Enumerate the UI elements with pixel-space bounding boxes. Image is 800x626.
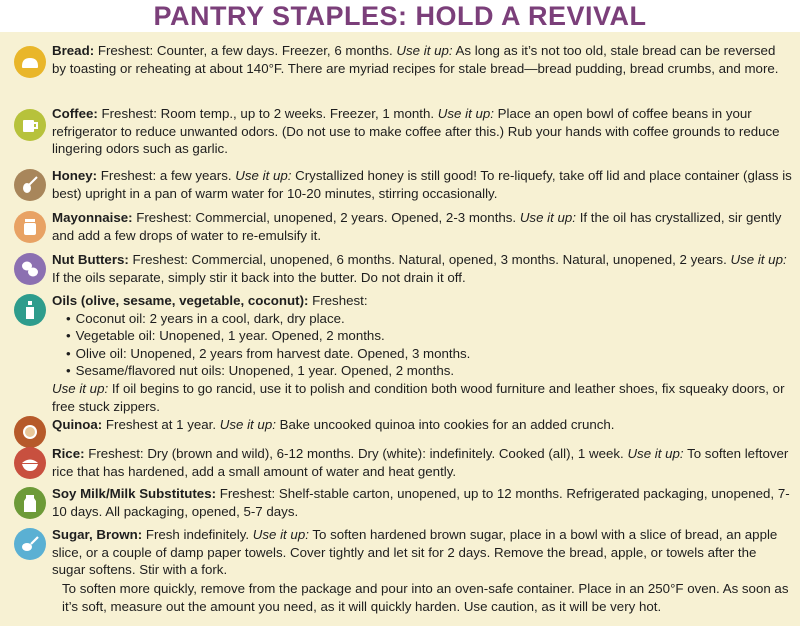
sugar-extra-text: To soften more quickly, remove from the package and pour into an oven-safe container. Place in an 250°F oven. As soon as it’s soft, measure out the amount you need, as it will quickly harden. Use caution, as it will be very hot. [62, 581, 789, 614]
use-it-up-text: To soften leftover rice that has hardened, add a small amount of water and heat gently. [52, 446, 789, 479]
entry-name: Soy Milk/Milk Substitutes: [52, 486, 217, 501]
entry-name: Oils (olive, sesame, vegetable, coconut): [52, 293, 309, 308]
use-it-up-text: Bake uncooked quinoa into cookies for an added crunch. [275, 417, 615, 432]
entry-name: Coffee: [52, 106, 98, 121]
use-it-up-text: If oil begins to go rancid, use it to polish and condition both wood furniture and leather shoes, fix squeaky doors, or free stuck zippers. [52, 380, 785, 414]
entry-name: Rice: [52, 446, 85, 461]
entry-name: Honey: [52, 168, 98, 183]
entry-name: Quinoa: [52, 417, 103, 432]
use-it-up-text: To soften hardened brown sugar, place in a bowl with a slice of bread, an apple slice, or a couple of damp paper towels. Cover tightly and let sit for 2 days. Remove the bread, apple, or towels after the sugar softens. Stir with a fork. [52, 527, 778, 578]
entry-text [52, 485, 792, 520]
title-bar [0, 0, 800, 32]
oil-item: • Sesame/flavored nut oils: Unopened, 1 year. Opened, 2 months. [66, 362, 792, 380]
sugar-spoon-icon [14, 528, 46, 560]
entry-desc: Freshest at 1 year. [102, 417, 220, 432]
coffee-cup-icon [14, 109, 46, 141]
rice-bowl-icon [14, 447, 46, 479]
entry-text [52, 526, 792, 579]
bread-icon [14, 46, 46, 78]
entry-desc: Fresh indefinitely. [142, 527, 253, 542]
entry-text [52, 445, 792, 480]
entry-text [52, 42, 792, 77]
entry-desc: Freshest: Counter, a few days. Freezer, 6 months. [94, 43, 397, 58]
page-title: PANTRY STAPLES: HOLD A REVIVAL [153, 0, 647, 31]
entry-name: Mayonnaise: [52, 210, 133, 225]
milk-carton-icon [14, 487, 46, 519]
use-it-up-label: Use it up: [252, 527, 309, 542]
entry-text [52, 167, 792, 202]
oil-item: • Olive oil: Unopened, 2 years from harvest date. Opened, 3 months. [66, 345, 792, 363]
oil-bottle-icon [14, 294, 46, 326]
entry-desc: Freshest: a few years. [97, 168, 236, 183]
use-it-up-label: Use it up: [219, 417, 276, 432]
entry-desc: Freshest: Dry (brown and wild), 6-12 months. Dry (white): indefinitely. Cooked (all), 1 week. [84, 446, 628, 461]
use-it-up-label: Use it up: [396, 43, 453, 58]
use-it-up-label: Use it up: [519, 210, 576, 225]
use-it-up-label: Use it up: [627, 446, 684, 461]
entry-text [52, 251, 792, 286]
entry-name: Nut Butters: [52, 252, 129, 267]
entry-desc: Freshest: Shelf-stable carton, unopened, up to 12 months. Refrigerated packaging, unopened, 7-10 days. All packaging, opened, 5-7 days. [52, 486, 790, 519]
oil-item: • Coconut oil: 2 years in a cool, dark, dry place. [66, 310, 792, 328]
entry-text [52, 292, 792, 415]
entry-desc: Freshest: Commercial, unopened, 2 years. Opened, 2-3 months. [132, 210, 520, 225]
entry-desc: Freshest: Room temp., up to 2 weeks. Freezer, 1 month. [97, 106, 438, 121]
quinoa-bowl-icon [14, 416, 46, 448]
peanut-icon [14, 253, 46, 285]
use-it-up-text: Place an open bowl of coffee beans in your refrigerator to reduce unwanted odors. (Do not use to make coffee after this.) Rub your hands with coffee grounds to reduce lingering odors such as garlic. [52, 106, 780, 157]
oil-item: • Vegetable oil: Unopened, 1 year. Opened, 2 months. [66, 327, 792, 345]
entry-text [52, 209, 792, 244]
use-it-up-text: If the oils separate, simply stir it back into the butter. Do not drain it off. [52, 269, 466, 285]
use-it-up-label: Use it up: [437, 106, 494, 121]
honey-dipper-icon [14, 169, 46, 201]
oil-list [52, 310, 792, 380]
use-it-up-text: As long as it’s not too old, stale bread can be reversed by toasting or reheating at about 140°F. There are myriad recipes for stale bread—bread pudding, bread crumbs, and more. [52, 43, 779, 76]
entry-text [52, 105, 792, 158]
use-it-up-text: Crystallized honey is still good! To re-liquefy, take off lid and place container (glass is best) upright in a pan of warm water for 10-20 minutes, stirring occasionally. [52, 168, 792, 201]
jar-icon [14, 211, 46, 243]
entry-desc: Freshest: Commercial, unopened, 6 months. Natural, opened, 3 months. Natural, unopened, 2 years. [128, 252, 731, 267]
entry-name: Sugar, Brown: [52, 527, 143, 542]
use-it-up-text: If the oil has crystallized, sir gently and add a few drops of water to re-emulsify it. [52, 210, 782, 243]
entry-text [52, 416, 792, 434]
use-it-up-label: Use it up: [730, 252, 787, 267]
use-it-up-label: Use it up: [235, 168, 292, 183]
entry-name: Bread: [52, 43, 95, 58]
entry-desc: Freshest: [308, 293, 368, 308]
use-it-up-label: Use it up: [52, 380, 109, 396]
